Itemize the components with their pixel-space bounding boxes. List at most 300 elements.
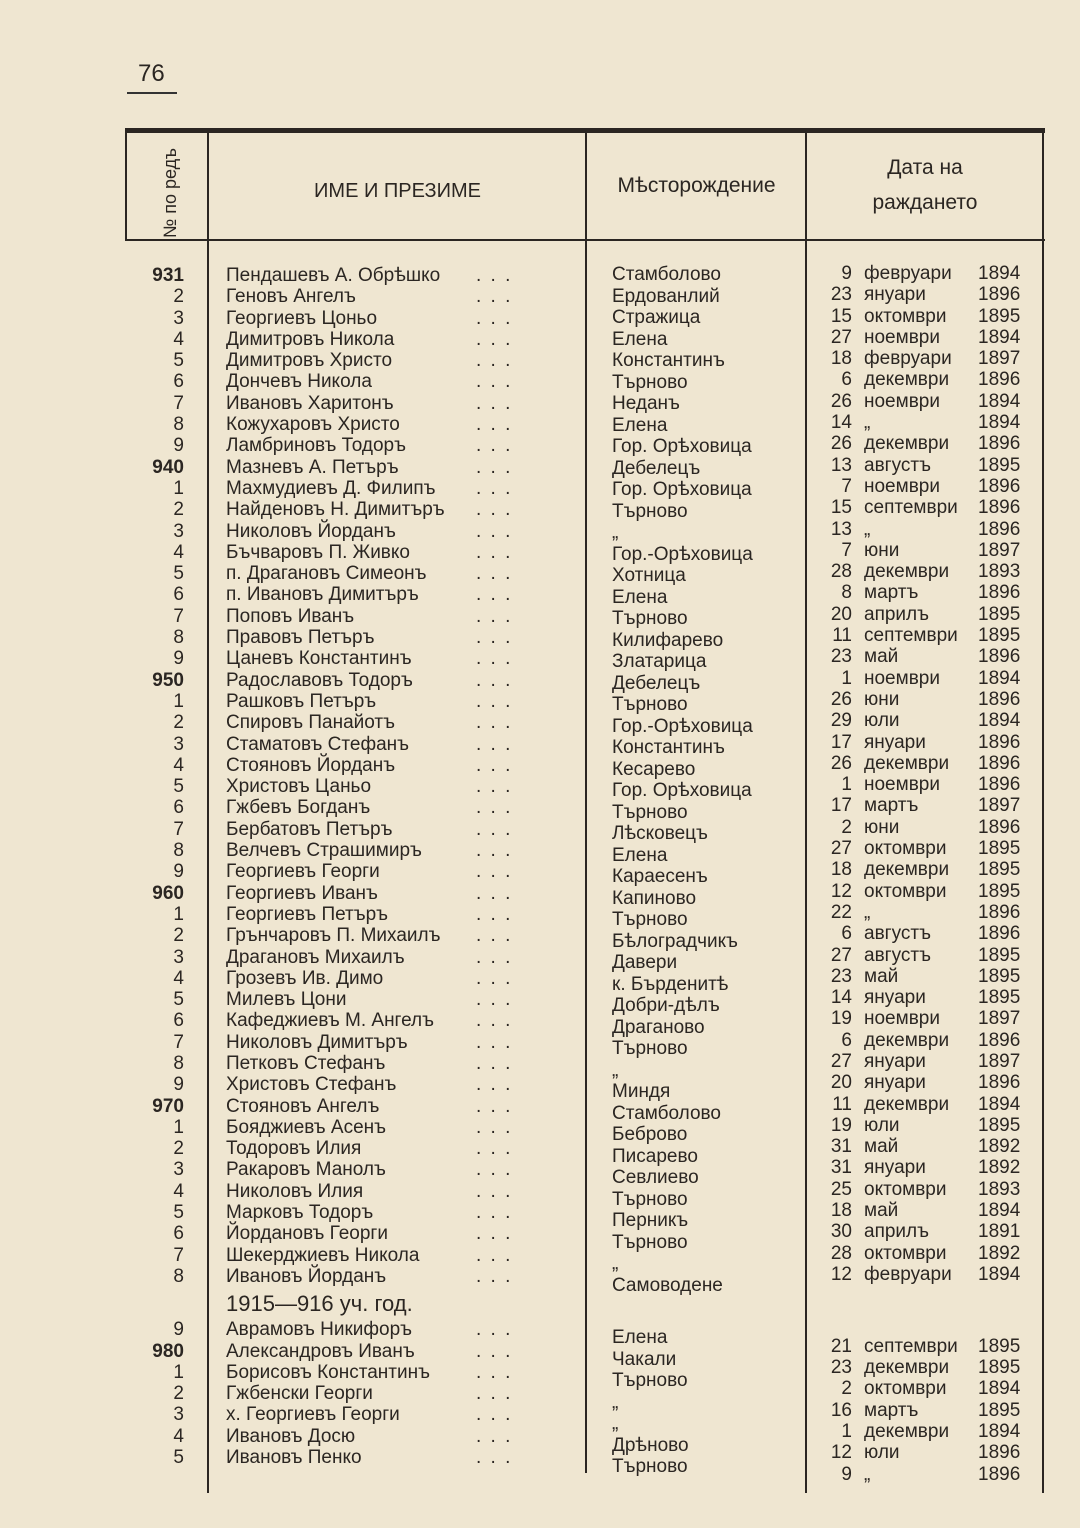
person-name: Димитровъ Христо . — [226, 350, 576, 371]
birth-year: 1896 — [978, 923, 1021, 945]
row-number: 8 — [173, 414, 184, 436]
row-number: 931 — [152, 265, 184, 286]
birth-day: 17 — [830, 795, 852, 817]
birth-year: 1896 — [978, 646, 1021, 668]
birthplace: „ — [612, 1253, 619, 1274]
row-number: 9 — [173, 1319, 184, 1341]
row-number: 6 — [173, 584, 184, 606]
row-number: 8 — [173, 1265, 184, 1287]
birth-year: 1896 — [978, 284, 1021, 306]
person-name: Марковъ Тодоръ . — [226, 1202, 576, 1223]
birth-day: 13 — [830, 454, 852, 476]
page-number-underline — [127, 92, 177, 94]
birth-day: 18 — [830, 348, 852, 370]
person-name: Георгиевъ Иванъ . — [226, 883, 576, 904]
birth-month: януари — [864, 987, 926, 1009]
birthdate — [818, 1200, 1028, 1221]
person-name: Йордановъ Георги . — [226, 1223, 576, 1244]
person-name: Георгиевъ Цоньо . — [226, 308, 576, 329]
birth-year: 1897 — [978, 1050, 1021, 1072]
person-name: Спировъ Панайотъ . — [226, 712, 576, 733]
birthplace-column — [612, 264, 802, 1478]
birthplace: Добри-дѣлъ — [612, 995, 720, 1016]
birthplace: Лѣсковецъ — [612, 823, 708, 844]
spacer — [818, 1285, 1028, 1336]
row-number: 2 — [173, 286, 184, 308]
birth-day: 18 — [830, 859, 852, 881]
birth-year: 1896 — [978, 1463, 1021, 1485]
birthplace: Давери — [612, 952, 678, 973]
birth-year: 1895 — [978, 1114, 1021, 1136]
row-number: 5 — [173, 989, 184, 1011]
page-number: 76 — [138, 60, 165, 87]
birthdate — [818, 284, 1028, 305]
birthdate — [818, 817, 1028, 838]
header-name: ИМЕ И ПРЕЗИМЕ — [314, 180, 481, 202]
birthplace: Търново — [612, 1231, 688, 1253]
row-number: 3 — [173, 733, 184, 755]
person-name: Георгиевъ Петъръ . — [226, 904, 576, 925]
birth-day: 20 — [830, 603, 852, 625]
person-name: Стояновъ Йорданъ . — [226, 755, 576, 776]
person-name: Велчевъ Страшимиръ . — [226, 840, 576, 861]
row-number: 3 — [173, 520, 184, 542]
birth-day: 1 — [841, 1421, 852, 1443]
birthdate — [818, 412, 1028, 433]
birth-month: мартъ — [864, 582, 919, 604]
birth-month: май — [864, 646, 899, 668]
birthdate — [818, 732, 1028, 753]
birthplace: Караесенъ — [612, 866, 708, 887]
row-number: 7 — [173, 1031, 184, 1053]
birth-day: 30 — [830, 1221, 852, 1243]
birth-month: декември — [864, 369, 950, 391]
row-number: 5 — [173, 1202, 184, 1224]
person-name: Стаматовъ Стефанъ . — [226, 734, 576, 755]
person-name: Ламбриновъ Тодоръ . — [226, 435, 576, 456]
birthdate — [818, 1008, 1028, 1029]
birthplace: Константинъ — [612, 737, 725, 758]
birth-day: 23 — [830, 646, 852, 668]
birth-year: 1894 — [978, 263, 1021, 284]
birthdate — [818, 306, 1028, 327]
row-number: 1 — [173, 903, 184, 925]
birthdate — [818, 710, 1028, 731]
birth-month: априлъ — [864, 1221, 929, 1243]
row-number: 6 — [173, 1010, 184, 1032]
birth-year: 1893 — [978, 561, 1021, 583]
birth-year: 1896 — [978, 752, 1021, 774]
birth-day: 6 — [841, 923, 852, 945]
birthplace: Гор.-Орѣховица — [612, 715, 753, 737]
birthplace: Търново — [612, 500, 688, 522]
birthplace: „ — [612, 1059, 619, 1081]
birth-year: 1892 — [978, 1157, 1021, 1179]
birthplace: Капиново — [612, 887, 697, 909]
birth-month: февруари — [864, 348, 952, 370]
birthdate — [818, 327, 1028, 348]
row-number: 2 — [173, 925, 184, 947]
birth-month: октомври — [864, 1378, 947, 1400]
birth-day: 12 — [830, 880, 852, 902]
header-birthdate-line2: раждането — [872, 191, 978, 214]
birth-month: януари — [864, 1072, 926, 1094]
person-name: Мазневъ А. Петъръ . — [226, 457, 576, 478]
row-number: 5 — [173, 563, 184, 585]
birthplace: Дрѣново — [612, 1434, 689, 1456]
row-number: 6 — [173, 371, 184, 393]
birth-month: октомври — [864, 1178, 947, 1200]
birthplace: Търново — [612, 909, 688, 930]
person-name: Драгановъ Михаилъ . — [226, 947, 576, 968]
birth-day: 21 — [830, 1335, 852, 1357]
birth-month: февруари — [864, 1263, 952, 1285]
birthdate — [818, 1442, 1028, 1463]
row-number: 2 — [173, 712, 184, 734]
birth-day: 9 — [841, 1463, 852, 1485]
birth-year: 1895 — [978, 838, 1021, 860]
birth-day: 18 — [830, 1200, 852, 1222]
birthdate — [818, 987, 1028, 1008]
birth-year: 1894 — [978, 412, 1021, 434]
birthdate — [818, 348, 1028, 369]
birth-day: 2 — [841, 816, 852, 838]
birthdate — [818, 1357, 1028, 1378]
birthplace: Търново — [612, 1370, 688, 1391]
birth-month: „ — [864, 1463, 871, 1485]
birthdate — [818, 795, 1028, 816]
birth-day: 14 — [830, 987, 852, 1009]
birth-month: ноември — [864, 475, 940, 497]
birth-day: 15 — [830, 497, 852, 519]
birth-month: ноември — [864, 326, 940, 348]
person-name: п. Ивановъ Димитъръ . — [226, 584, 576, 605]
birthplace: Миндя — [612, 1081, 671, 1102]
birth-day: 27 — [830, 838, 852, 860]
birth-day: 31 — [830, 1136, 852, 1158]
birth-year: 1895 — [978, 603, 1021, 625]
birth-day: 27 — [830, 944, 852, 966]
birthplace: „ — [612, 1413, 619, 1434]
birthplace: Гор. Орѣховица — [612, 436, 752, 457]
row-number: 4 — [173, 1425, 184, 1447]
birthdate — [818, 1221, 1028, 1242]
birth-month: септември — [864, 625, 958, 647]
birthdate — [818, 838, 1028, 859]
row-number: 4 — [173, 1180, 184, 1202]
birth-month: декември — [864, 1093, 950, 1115]
birth-month: ноември — [864, 667, 940, 689]
birthplace: Елена — [612, 586, 668, 608]
birthdate — [818, 1400, 1028, 1421]
row-number: 8 — [173, 840, 184, 862]
row-number: 9 — [173, 435, 184, 457]
birthdate — [818, 774, 1028, 795]
row-number: 5 — [173, 1447, 184, 1469]
birth-day: 6 — [841, 369, 852, 391]
birth-year: 1894 — [978, 1421, 1021, 1443]
person-name: Димитровъ Никола . — [226, 329, 576, 350]
birth-day: 29 — [830, 710, 852, 732]
table-left-border — [125, 133, 127, 241]
birthplace: Елена — [612, 1327, 668, 1348]
row-number: 1 — [173, 1116, 184, 1138]
birthdate — [818, 1136, 1028, 1157]
birth-year: 1893 — [978, 1178, 1021, 1200]
birthplace: Търново — [612, 1038, 688, 1059]
row-number: 7 — [173, 1244, 184, 1266]
birth-month: януари — [864, 731, 926, 753]
birth-month: ноември — [864, 1008, 940, 1030]
row-number: 3 — [173, 1404, 184, 1426]
birthdate — [818, 433, 1028, 454]
person-name: Тодоровъ Илия . — [226, 1138, 576, 1159]
birthdate — [818, 945, 1028, 966]
birth-year: 1894 — [978, 667, 1021, 689]
person-name: Цаневъ Константинъ . — [226, 648, 576, 669]
birthdate — [818, 902, 1028, 923]
person-name: Ивановъ Пенко . — [226, 1447, 576, 1468]
row-number: 3 — [173, 946, 184, 968]
person-name: Аврамовъ Никифоръ . — [226, 1319, 576, 1340]
birthdate — [818, 923, 1028, 944]
birthplace: Гор.-Орѣховица — [612, 543, 753, 565]
birth-day: 26 — [830, 688, 852, 710]
birthdate — [818, 1378, 1028, 1399]
birthdate — [818, 1243, 1028, 1264]
birthdate — [818, 369, 1028, 390]
row-number: 7 — [173, 392, 184, 414]
person-name: Александровъ Иванъ . — [226, 1341, 576, 1362]
birth-day: 26 — [830, 752, 852, 774]
person-name: Дончевъ Никола . — [226, 371, 576, 392]
birthdate — [818, 668, 1028, 689]
birth-day: 15 — [830, 305, 852, 327]
row-number: 2 — [173, 1383, 184, 1405]
row-number: 4 — [173, 967, 184, 989]
person-name: Бъчваровъ П. Живко . — [226, 542, 576, 563]
birth-month: юли — [864, 710, 900, 732]
birth-day: 22 — [830, 901, 852, 923]
birth-day: 7 — [841, 539, 852, 561]
person-name: Николовъ Йорданъ . — [226, 521, 576, 542]
birth-day: 26 — [830, 433, 852, 455]
person-name: Ивановъ Досю . — [226, 1426, 576, 1447]
birth-year: 1895 — [978, 987, 1021, 1009]
person-name: Рашковъ Петъръ . — [226, 691, 576, 712]
birth-month: септември — [864, 1335, 958, 1357]
person-name: Христовъ Цаньо . — [226, 776, 576, 797]
birth-year: 1892 — [978, 1136, 1021, 1158]
birthdate-column — [818, 263, 1028, 1485]
person-name: Ракаровъ Манолъ . — [226, 1159, 576, 1180]
birthplace: Стражица — [612, 307, 701, 328]
birthdate — [818, 1157, 1028, 1178]
birthplace: Хотница — [612, 565, 686, 586]
birth-year: 1896 — [978, 1029, 1021, 1051]
birthdate — [818, 646, 1028, 667]
birth-month: януари — [864, 284, 926, 306]
birth-day: 26 — [830, 390, 852, 412]
birthplace: Бѣлоградчикъ — [612, 930, 738, 952]
birthdate — [818, 1179, 1028, 1200]
row-number: 4 — [173, 754, 184, 776]
row-number: 9 — [173, 1074, 184, 1096]
birth-year: 1896 — [978, 582, 1021, 604]
birth-month: януари — [864, 1157, 926, 1179]
birth-month: юли — [864, 1114, 900, 1136]
birthdate — [818, 497, 1028, 518]
person-name: Гжбевъ Богданъ . — [226, 797, 576, 818]
birth-year: 1896 — [978, 433, 1021, 455]
row-number: 2 — [173, 499, 184, 521]
birthplace: „ — [612, 1391, 619, 1413]
birthdate — [818, 1072, 1028, 1093]
person-name: Шекерджиевъ Никола . — [226, 1245, 576, 1266]
spacer — [612, 1296, 802, 1327]
birth-year: 1896 — [978, 497, 1021, 519]
person-name: Поповъ Иванъ . — [226, 606, 576, 627]
person-name: Стояновъ Ангелъ . — [226, 1096, 576, 1117]
row-number: 7 — [173, 818, 184, 840]
birth-year: 1896 — [978, 518, 1021, 540]
birthplace: Стамболово — [612, 1102, 721, 1124]
birth-year: 1891 — [978, 1221, 1021, 1243]
birth-month: май — [864, 1200, 899, 1222]
birth-month: януари — [864, 1050, 926, 1072]
birth-year: 1894 — [978, 1378, 1021, 1400]
person-name: Петковъ Стефанъ . — [226, 1053, 576, 1074]
birthplace: Търново — [612, 1188, 688, 1210]
birthplace: к. Бърденитѣ — [612, 973, 729, 995]
number-column — [130, 265, 184, 1468]
birth-year: 1894 — [978, 1263, 1021, 1285]
person-name: Грозевъ Ив. Димо . — [226, 968, 576, 989]
birth-month: августъ — [864, 454, 931, 476]
person-name: Ивановъ Йорданъ . — [226, 1266, 576, 1287]
birthplace: Стамболово — [612, 264, 721, 285]
header-birthplace: Мѣсторождение — [617, 174, 776, 197]
header-number: № по редъ — [160, 147, 180, 238]
person-name: Кафеджиевъ М. Ангелъ . — [226, 1010, 576, 1031]
birthdate — [818, 561, 1028, 582]
birth-year: 1895 — [978, 1399, 1021, 1421]
birth-month: декември — [864, 859, 950, 881]
birthplace: Беброво — [612, 1124, 688, 1145]
birth-year: 1897 — [978, 539, 1021, 561]
birth-day: 6 — [841, 1029, 852, 1051]
birthdate — [818, 753, 1028, 774]
person-name: п. Драгановъ Симеонъ . — [226, 563, 576, 584]
birthplace: Дебелецъ — [612, 457, 701, 479]
birthplace: Перникъ — [612, 1210, 689, 1231]
birth-day: 1 — [841, 667, 852, 689]
birthplace: Килифарево — [612, 629, 724, 651]
birth-day: 9 — [841, 263, 852, 284]
birthplace: Писарево — [612, 1145, 698, 1167]
birth-day: 12 — [830, 1263, 852, 1285]
birth-month: августъ — [864, 923, 931, 945]
birth-month: септември — [864, 497, 958, 519]
birth-month: мартъ — [864, 795, 919, 817]
birth-month: мартъ — [864, 1399, 919, 1421]
person-name: Милевъ Цони . — [226, 989, 576, 1010]
birth-month: май — [864, 965, 899, 987]
birthplace: Севлиево — [612, 1167, 699, 1188]
birth-day: 28 — [830, 1242, 852, 1264]
birth-day: 28 — [830, 561, 852, 583]
birth-year: 1894 — [978, 326, 1021, 348]
birth-month: ноември — [864, 390, 940, 412]
person-name: Геновъ Ангелъ . — [226, 286, 576, 307]
birth-month: октомври — [864, 1242, 947, 1264]
row-number: 1 — [173, 477, 184, 499]
birthplace: Търново — [612, 694, 688, 715]
birth-month: декември — [864, 1357, 950, 1379]
header-birthdate-line1: Дата на — [887, 156, 963, 179]
column-divider — [585, 133, 587, 1473]
person-name: Бербатовъ Петъръ . — [226, 819, 576, 840]
birthplace: Чакали — [612, 1348, 677, 1370]
birth-year: 1897 — [978, 348, 1021, 370]
person-name: Гжбенски Георги . — [226, 1383, 576, 1404]
birthplace: Елена — [612, 328, 668, 350]
row-number: 8 — [173, 1052, 184, 1074]
birth-year: 1895 — [978, 1357, 1021, 1379]
birth-month: ноември — [864, 774, 940, 796]
person-name: Ивановъ Харитонъ . — [226, 393, 576, 414]
row-number: 5 — [173, 350, 184, 372]
person-name: Кожухаровъ Христо . — [226, 414, 576, 435]
birth-day: 23 — [830, 965, 852, 987]
birthdate — [818, 1030, 1028, 1051]
birth-year: 1896 — [978, 369, 1021, 391]
row-number: 1 — [173, 690, 184, 712]
birthdate — [818, 966, 1028, 987]
birth-year: 1895 — [978, 859, 1021, 881]
birth-day: 27 — [830, 1050, 852, 1072]
row-number: 970 — [152, 1095, 184, 1117]
birth-month: декември — [864, 433, 950, 455]
birth-year: 1897 — [978, 795, 1021, 817]
birth-day: 25 — [830, 1178, 852, 1200]
birthdate — [818, 391, 1028, 412]
birthdate — [818, 540, 1028, 561]
birth-day: 7 — [841, 475, 852, 497]
birthdate — [818, 604, 1028, 625]
birth-year: 1895 — [978, 880, 1021, 902]
birth-year: 1895 — [978, 305, 1021, 327]
birth-year: 1895 — [978, 454, 1021, 476]
row-number: 8 — [173, 627, 184, 649]
row-number: 6 — [173, 1223, 184, 1245]
spacer — [130, 1287, 184, 1319]
birth-year: 1896 — [978, 774, 1021, 796]
birthplace: Търново — [612, 1456, 688, 1477]
birth-month: май — [864, 1136, 899, 1158]
birth-day: 8 — [841, 582, 852, 604]
birthdate — [818, 455, 1028, 476]
birth-month: „ — [864, 518, 871, 540]
column-divider — [207, 133, 209, 1493]
birth-year: 1894 — [978, 390, 1021, 412]
birth-day: 1 — [841, 774, 852, 796]
birthplace: Самоводене — [612, 1274, 723, 1296]
row-number: 6 — [173, 797, 184, 819]
birth-year: 1897 — [978, 1008, 1021, 1030]
birth-year: 1892 — [978, 1242, 1021, 1264]
person-name: Георгиевъ Георги . — [226, 861, 576, 882]
